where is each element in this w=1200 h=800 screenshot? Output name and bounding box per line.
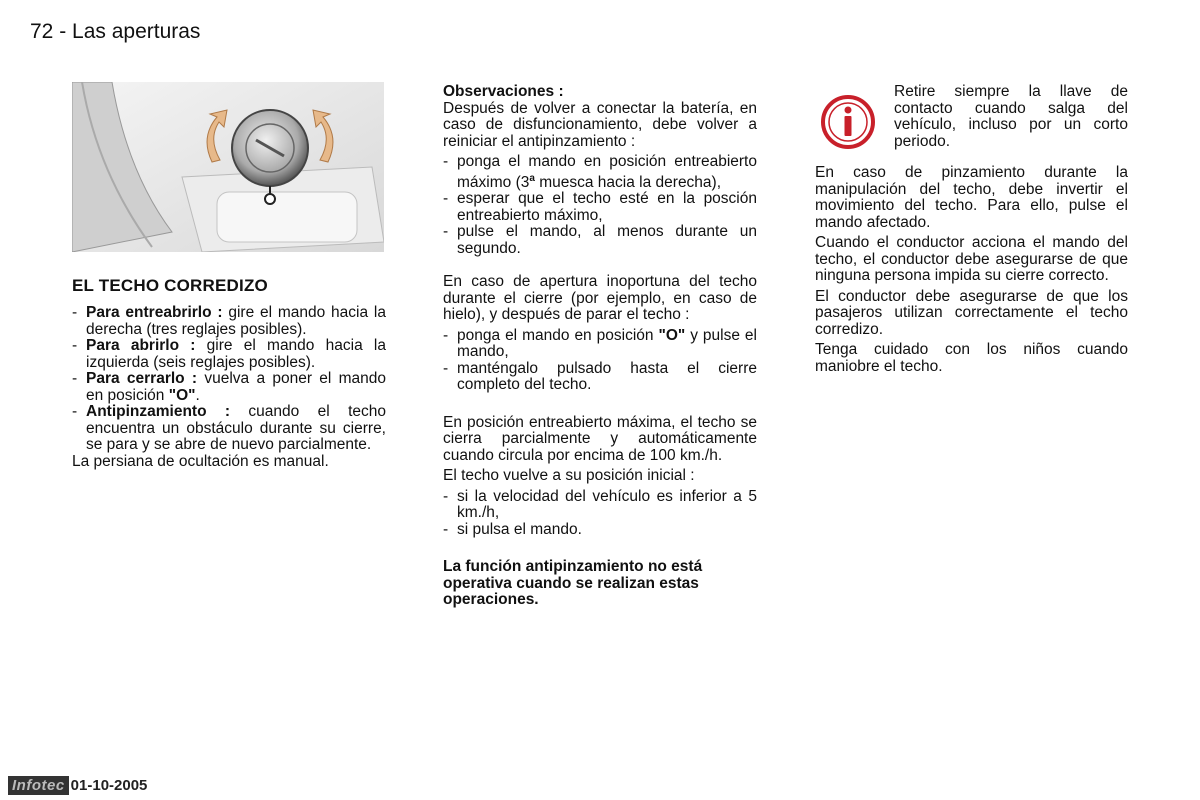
info-icon [820,94,876,150]
paragraph: El techo vuelve a su posición inicial : [443,467,695,485]
item-text: manténgalo pulsado hasta el cierre completo del techo. [457,359,757,394]
paragraph: En posición entreabierto máxima, el techo se cierra parcialmente y automáticamente cuando circula por encima de 100 km./h. [443,413,757,464]
paragraph: Cuando el conductor acciona el mando del techo, el conductor debe asegurarse de que ninguna persona impida su cierre correcto. [815,234,1128,284]
list-item: - Para entreabrirlo : gire el mando hacia la derecha (tres reglajes posibles). [72,304,386,338]
paragraph: Tenga cuidado con los niños cuando maniobre el techo. [815,341,1128,375]
observations-title: Observaciones : [443,83,564,100]
warning-note: La función antipinzamiento no está operativa cuando se realizan estas operaciones. [443,558,703,609]
right-column [815,165,1128,375]
item-text: ponga el mando en posición [457,326,659,344]
list-item: - esperar que el techo esté en la posción entreabierto máximo, [443,190,757,224]
section-title: EL TECHO CORREDIZO [72,276,268,295]
item-text: vuelva a poner el mando en posición [86,370,387,404]
item-text: pulse el mando, al menos durante un segundo. [457,223,757,257]
item-text: gire el mando hacia la derecha (tres reglajes posibles). [86,304,386,338]
item-text: ponga el mando en posición entreabierto máximo (3 [457,153,757,191]
list-item: - Antipinzamiento : cuando el techo encuentra un obstáculo durante su cierre, se para y se abre de nuevo parcialmente. [72,403,386,453]
list-item: - si pulsa el mando. [443,520,582,538]
left-column [72,305,386,470]
footer [8,775,147,795]
paragraph: En caso de pinzamiento durante la manipulación del techo, debe invertir el movimiento del techo. Para ello, pulse el mando afectado. [815,164,1128,231]
list-item: - ponga el mando en posición "O" y pulse el mando, [443,326,758,361]
info-text: Retire siempre la llave de contacto cuando salga del vehículo, incluso por un corto periodo. [894,83,1128,150]
item-bold-value: "O" [658,326,686,344]
observations-text: Después de volver a conectar la batería, en caso de disfuncionamiento, debe volver a reiniciar el antipinzamiento : [443,99,757,150]
item-text: cuando el techo encuentra un obstáculo durante su cierre, se para y se abre de nuevo parcialmente. [86,403,386,453]
item-text: si la velocidad del vehículo es inferior a 5 km./h, [457,487,757,522]
section-note: La persiana de ocultación es manual. [72,452,329,470]
item-text: gire el mando hacia la izquierda (seis reglajes posibles). [86,337,386,371]
list-item: - pulse el mando, al menos durante un segundo. [443,223,757,257]
item-bold-value: "O" [168,386,196,404]
infotec-logo: Infotec [8,776,69,795]
list-item: - manténgalo pulsado hasta el cierre completo del techo. [443,359,757,394]
paragraph: En caso de apertura inoportuna del techo durante el cierre (por ejemplo, en caso de hielo), y después de parar el techo : [443,273,757,324]
item-text: . [195,386,200,404]
item-bold-label: Para cerrarlo : [86,370,198,387]
sunroof-knob-illustration [72,82,384,252]
item-bold-label: Antipinzamiento : [86,403,231,420]
list-item: - Para cerrarlo : vuelva a poner el mando en posición "O". [72,370,387,404]
item-superscript: a [529,172,535,184]
paragraph: El conductor debe asegurarse de que los pasajeros utilizan correctamente el techo corredizo. [815,287,1128,338]
list-item: - si la velocidad del vehículo es inferior a 5 km./h, [443,487,757,522]
item-text: esperar que el techo esté en la posción entreabierto máximo, [457,190,757,224]
item-bold-label: Para abrirlo : [86,337,196,354]
item-text: muesca hacia la derecha), [534,173,722,191]
footer-date: 01-10-2005 [70,776,148,794]
item-text: y pulse el mando, [457,326,758,361]
list-item: - Para abrirlo : gire el mando hacia la izquierda (seis reglajes posibles). [72,337,386,371]
list-item: - ponga el mando en posición entreabierto máximo (3$^a$ muesca hacia la derecha), [443,153,757,191]
item-text: si pulsa el mando. [457,520,582,538]
page-title: 72 - Las aperturas [30,20,201,43]
item-bold-label: Para entreabrirlo : [86,304,223,321]
middle-column [443,84,757,609]
